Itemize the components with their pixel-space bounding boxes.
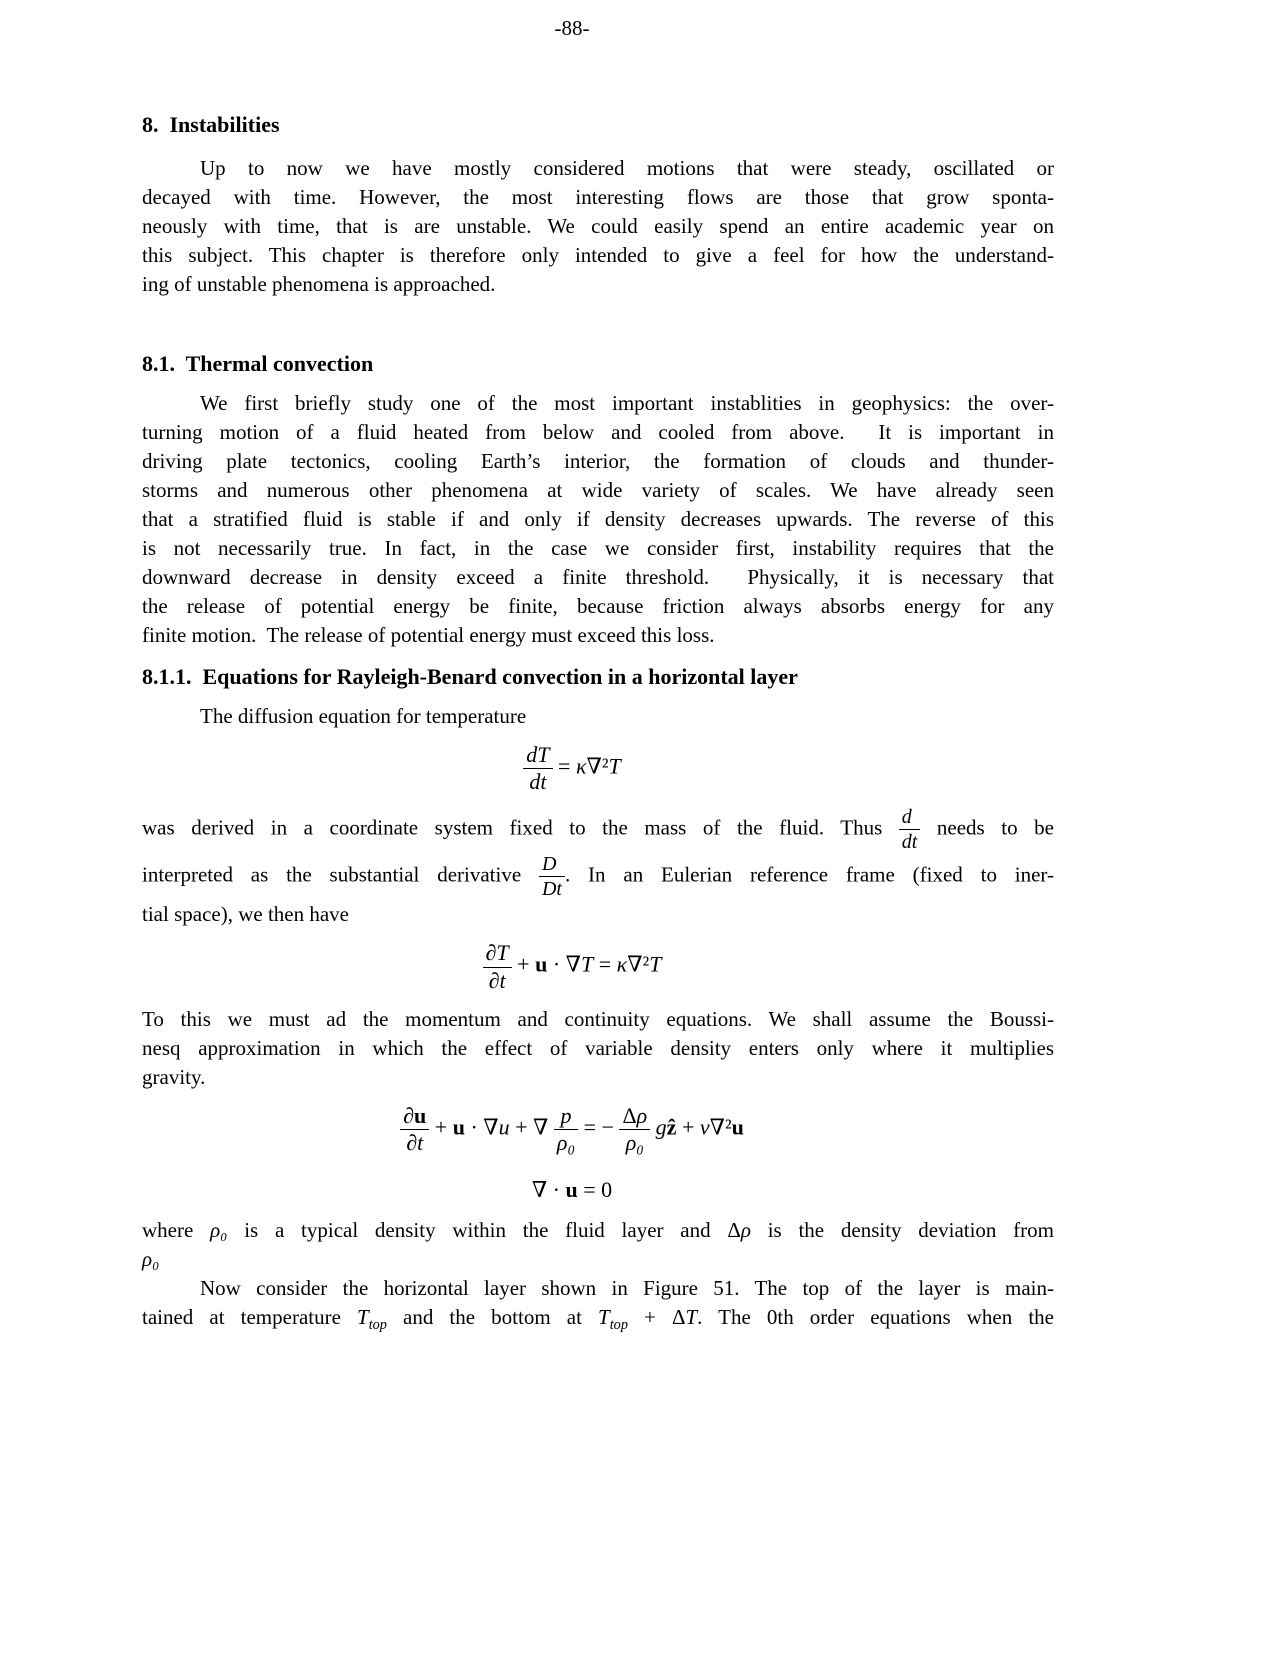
text-line: tial space), we then have [142,902,349,927]
math-operator: = 0 [577,1177,613,1203]
fraction-dT-dt [523,743,552,794]
math-rho0: ρ₀ [142,1246,160,1271]
math-operator: = − [578,1114,620,1140]
math-operator: = [552,753,576,779]
text-line: is not necessarily true. In fact, in the case we consider first, instability requires that the [142,536,1054,560]
text-line: We first briefly study one of the most important instablities in geophysics: the over- [200,391,1054,415]
text-line-with-fraction [142,853,1054,900]
math-T-top [598,1304,628,1333]
equation-temperature-diffusion [142,743,1054,794]
math-kappa: κ [616,952,628,978]
math-T: T [357,1304,369,1329]
math-kappa: κ [575,753,587,779]
section-heading-rayleigh-benard: 8.1.1. Equations for Rayleigh-Benard convection in a horizontal layer [142,664,798,689]
math-velocity-vector: u [414,1102,427,1128]
text-line: ing of unstable phenomena is approached. [142,272,496,296]
fraction-dT-dt-partial [483,941,512,992]
fraction-numerator: p [560,1102,572,1128]
math-operator: + ∇ [509,1114,554,1140]
page-content [142,112,1054,1332]
text-segment: is a typical density within the fluid layer and [227,1217,728,1242]
text-segment: + Δ [627,1304,686,1329]
text-segment: was derived in a coordinate system fixed to the mass of the fluid. Thus [142,815,899,840]
math-operator: + [676,1114,700,1140]
math-delta: Δ [622,1102,637,1128]
math-rho0: ρ₀ [210,1217,228,1242]
math-T: T [649,952,662,978]
text-line: the release of potential energy be finite, because friction always absorbs energy for any [142,594,1054,618]
page-number: -88- [554,16,590,40]
text-line: neously with time, that is are unstable. We could easily spend an entire academic year on [142,214,1054,238]
text-segment: and the bottom at [386,1304,599,1329]
paragraph-thermal-convection [142,389,1054,650]
text-segment: where [142,1217,211,1242]
math-laplacian: ∇² [586,753,609,779]
text-segment: . In an Eulerian reference frame (fixed to iner- [564,862,1054,887]
text-line-with-fraction [142,806,1054,853]
text-line-with-symbols [142,1245,1054,1274]
paragraph-intro [142,154,1054,299]
math-velocity-vector: u [731,1114,744,1140]
paragraph-density-definition [142,1216,1054,1274]
math-operator: · ∇ [547,952,581,978]
fraction-numerator [619,1104,650,1129]
fraction-d-dt [899,806,921,853]
fraction-numerator: dT [526,742,550,767]
fraction-du-dt [400,1104,429,1155]
math-velocity-vector: u [535,952,548,978]
math-T: T [581,952,594,978]
fraction-p-rho0 [554,1104,578,1155]
text-line: turning motion of a fluid heated from below and cooled from above. It is important in [142,420,1054,444]
section-heading-instabilities: 8. Instabilities [142,112,280,137]
text-line: nesq approximation in which the effect of variable density enters only where it multiplies [142,1035,1054,1060]
math-T-top [357,1304,387,1333]
math-delta: Δ [727,1217,741,1242]
text-segment: . The 0th order equations when the [697,1304,1054,1329]
fraction-numerator: d [901,806,912,829]
math-u: u [498,1114,510,1140]
math-rho: ρ [740,1217,751,1242]
math-z-unit-vector: ẑ [666,1114,677,1140]
math-rho: ρ [636,1102,648,1128]
fraction-denominator: ∂t [483,967,512,993]
equation-eulerian-temperature [142,941,1054,992]
paragraph-diffusion-intro [142,702,1054,731]
paragraph-substantial-derivative [142,806,1054,929]
fraction-deltarho-rho0 [619,1104,650,1155]
fraction-numerator: D [541,853,557,876]
equation-continuity [142,1177,1054,1203]
text-segment: needs to be [920,815,1054,840]
text-segment: is the density deviation from [750,1217,1054,1242]
math-T: T [608,753,621,779]
fraction-numerator [400,1104,429,1129]
math-T: T [685,1304,698,1329]
math-laplacian: ∇² [627,952,650,978]
math-operator: + [429,1114,453,1140]
fraction-denominator: ∂t [400,1129,429,1155]
text-line: The diffusion equation for temperature [200,704,527,728]
fraction-denominator: dt [899,829,921,853]
section-heading-thermal-convection: 8.1. Thermal convection [142,351,374,376]
fraction-denominator: ρ₀ [554,1129,578,1155]
fraction-denominator: ρ₀ [619,1129,650,1155]
math-subscript-top: top [609,1316,628,1333]
text-line: downward decrease in density exceed a finite threshold. Physically, it is necessary that [142,565,1054,589]
text-line: To this we must ad the momentum and continuity equations. We shall assume the Boussi- [142,1006,1054,1031]
text-segment: tained at temperature [142,1304,358,1329]
fraction-numerator: ∂T [485,940,509,966]
math-operator: · ∇ [464,1114,499,1140]
math-divergence: ∇ · [531,1177,566,1203]
math-velocity-vector: u [452,1114,465,1140]
equation-momentum [142,1104,1054,1155]
text-line-with-symbols [142,1303,1054,1332]
text-line: Now consider the horizontal layer shown in Figure 51. The top of the layer is main- [200,1275,1054,1300]
math-velocity-vector: u [565,1177,578,1203]
fraction-D-Dt [539,853,565,900]
text-line: finite motion. The release of potential energy must exceed this loss. [142,623,715,647]
text-line: this subject. This chapter is therefore only intended to give a feel for how the understand- [142,243,1054,267]
paragraph-boussinesq [142,1005,1054,1092]
math-laplacian: ∇² [709,1114,732,1140]
math-operator: = [593,952,617,978]
text-line: Up to now we have mostly considered motions that were steady, oscillated or [200,156,1054,180]
text-line: that a stratified fluid is stable if and only if density decreases upwards. The reverse of this [142,507,1054,531]
text-segment: interpreted as the substantial derivative [142,862,539,887]
text-line: decayed with time. However, the most interesting flows are those that grow sponta- [142,185,1054,209]
fraction-denominator: dt [523,768,552,794]
math-operator: + [511,952,536,978]
math-nu: ν [699,1114,710,1140]
fraction-denominator: Dt [539,876,565,900]
math-partial: ∂ [403,1102,415,1128]
text-line: gravity. [142,1064,206,1089]
text-line-with-symbols [142,1216,1054,1245]
paragraph-figure51 [142,1274,1054,1332]
math-gravity: g [655,1114,667,1140]
math-T: T [598,1304,610,1329]
math-subscript-top: top [368,1316,387,1333]
text-line: driving plate tectonics, cooling Earth’s interior, the formation of clouds and thunder- [142,449,1054,473]
text-line: storms and numerous other phenomena at wide variety of scales. We have already seen [142,478,1054,502]
